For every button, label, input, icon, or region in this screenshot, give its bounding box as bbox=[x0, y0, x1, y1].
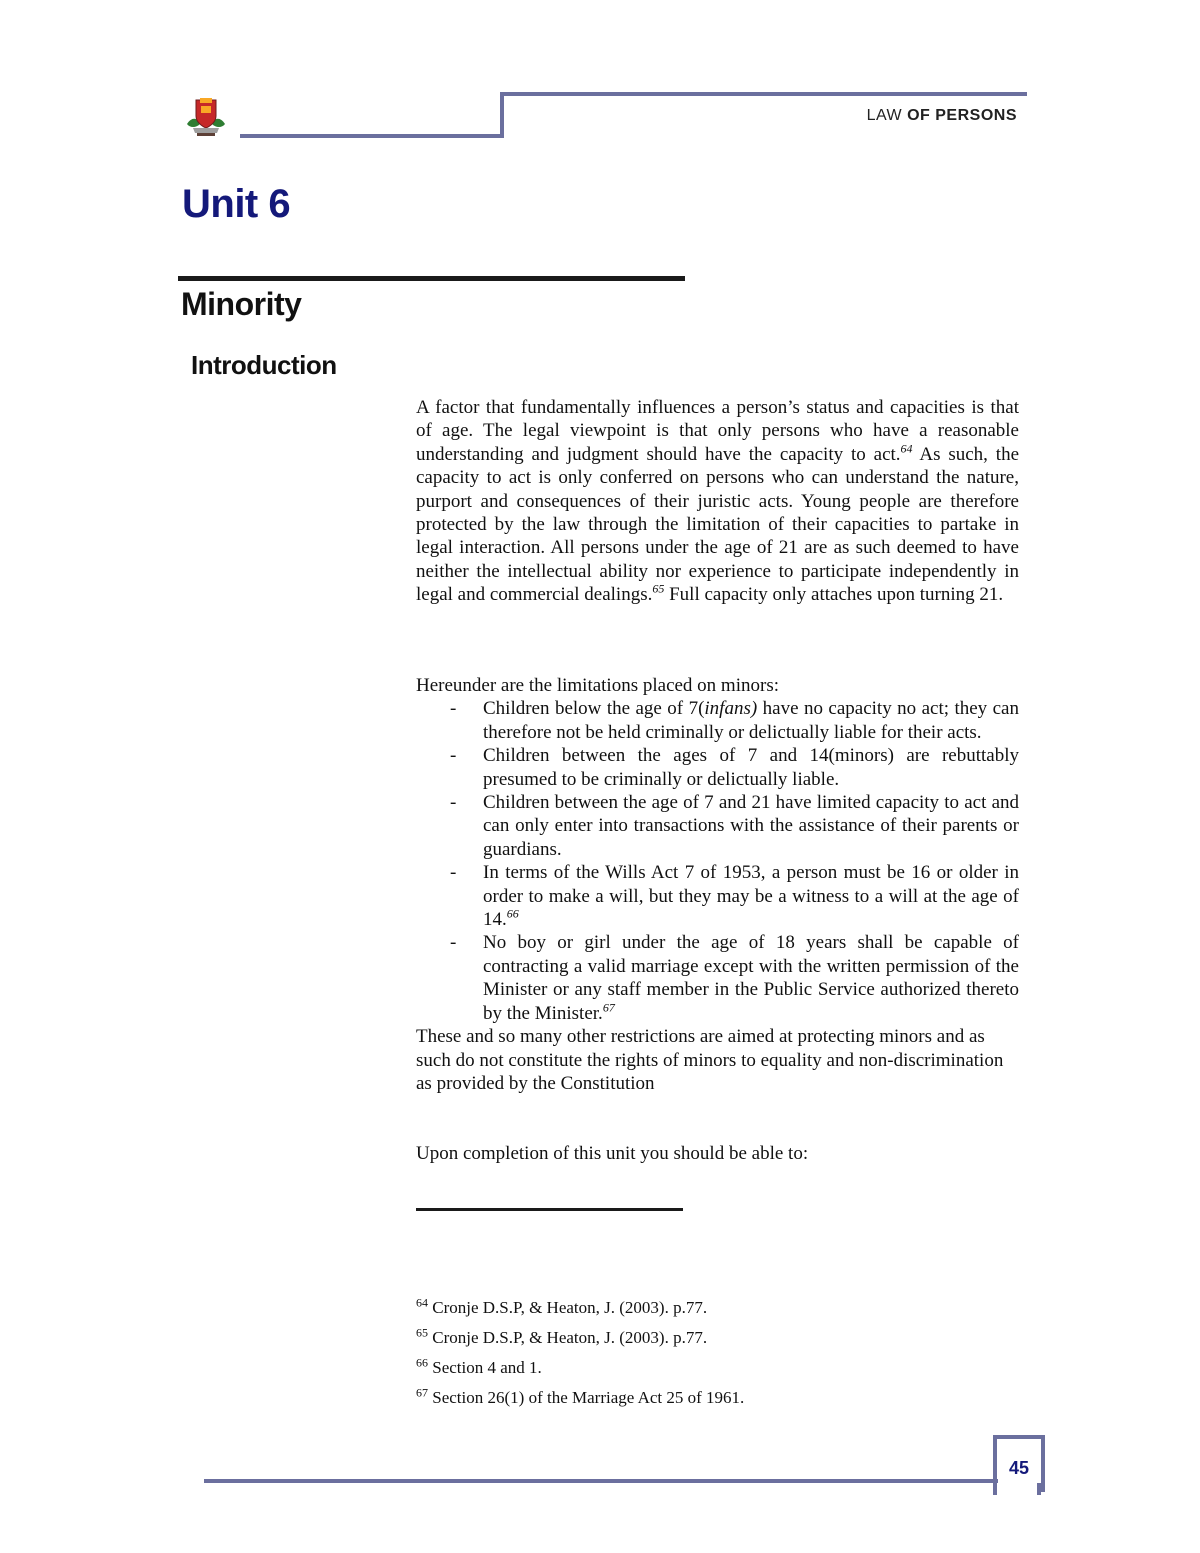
intro-paragraph: A factor that fundamentally influences a person’s status and capacities is that of age. The legal viewpoint is that only persons who have a reasonable understanding and judgment should have the capacity to act.$^{64}$ As such, the capacity to act is only conferred on persons who can understand the nature, purport and consequences of their juristic acts. Young people are therefore protected by the law through the limitation of their capacities to partake in legal interaction. All persons under the age of 21 are as such deemed to have neither the intellectual ability nor experience to participate independently in legal and commercial dealings.$^{65}$ Full capacity only attaches upon turning 21. bbox=[416, 397, 1019, 606]
footnote-item: $^{67}$ Section 26(1) of the Marriage Act 25 of 1961. bbox=[416, 1385, 745, 1407]
limitations-list bbox=[416, 697, 1019, 1025]
list-item: - No boy or girl under the age of 18 years shall be capable of contracting a valid marriage except with the written permission of the Minister or any staff member in the Public Service authorized thereto by the Minister.$^{67}$ bbox=[450, 932, 1019, 1024]
university-crest-icon bbox=[184, 94, 228, 138]
running-head: LAW OF PERSONS bbox=[866, 107, 1017, 124]
list-item: - Children between the ages of 7 and 14(minors) are rebuttably presumed to be criminally or delictually liable. bbox=[450, 745, 1019, 790]
closing-paragraph: These and so many other restrictions are aimed at protecting minors and as such do not constitute the rights of minors to equality and non-discrimination as provided by the Constitution bbox=[416, 1026, 1004, 1094]
list-item: - Children below the age of 7(infans) have no capacity no act; they can therefore not be held criminally or delictually liable for their acts. bbox=[450, 698, 1019, 743]
footnote-divider bbox=[416, 1208, 683, 1211]
list-item: - Children between the age of 7 and 21 have limited capacity to act and can only enter into transactions with the assistance of their parents or guardians. bbox=[450, 792, 1019, 860]
footnote-item: $^{64}$ Cronje D.S.P, & Heaton, J. (2003). p.77. bbox=[416, 1295, 708, 1317]
limitations-section bbox=[416, 674, 1019, 1095]
page-number: 45 bbox=[1008, 1458, 1030, 1478]
title-divider bbox=[178, 276, 685, 281]
outcome-lead: Upon completion of this unit you should be able to: bbox=[416, 1143, 809, 1164]
header-rule-step bbox=[500, 92, 504, 138]
page-frame-leg-left bbox=[993, 1483, 997, 1495]
limitations-lead: Hereunder are the limitations placed on minors: bbox=[416, 675, 779, 696]
footnote-ref[interactable]: 66 bbox=[506, 906, 519, 921]
header-rule-left bbox=[240, 134, 504, 138]
section-title: Minority bbox=[181, 286, 302, 322]
footnotes bbox=[416, 1296, 744, 1416]
footnote-ref[interactable]: 65 bbox=[652, 581, 665, 596]
unit-title: Unit 6 bbox=[182, 182, 291, 226]
footnote-ref[interactable]: 64 bbox=[900, 441, 913, 456]
subsection-title: Introduction bbox=[191, 350, 337, 380]
list-item: - In terms of the Wills Act 7 of 1953, a person must be 16 or older in order to make a will, but they may be a witness to a will at the age of 14.66 bbox=[450, 862, 1019, 931]
footnote-item: $^{65}$ Cronje D.S.P, & Heaton, J. (2003). p.77. bbox=[416, 1325, 708, 1347]
page-frame-leg-right bbox=[1037, 1483, 1041, 1495]
footer-rule bbox=[204, 1479, 998, 1483]
footnote-ref[interactable]: 67 bbox=[602, 1000, 615, 1015]
footnote-item: $^{66}$ Section 4 and 1. bbox=[416, 1355, 542, 1377]
header-rule-right bbox=[500, 92, 1027, 96]
